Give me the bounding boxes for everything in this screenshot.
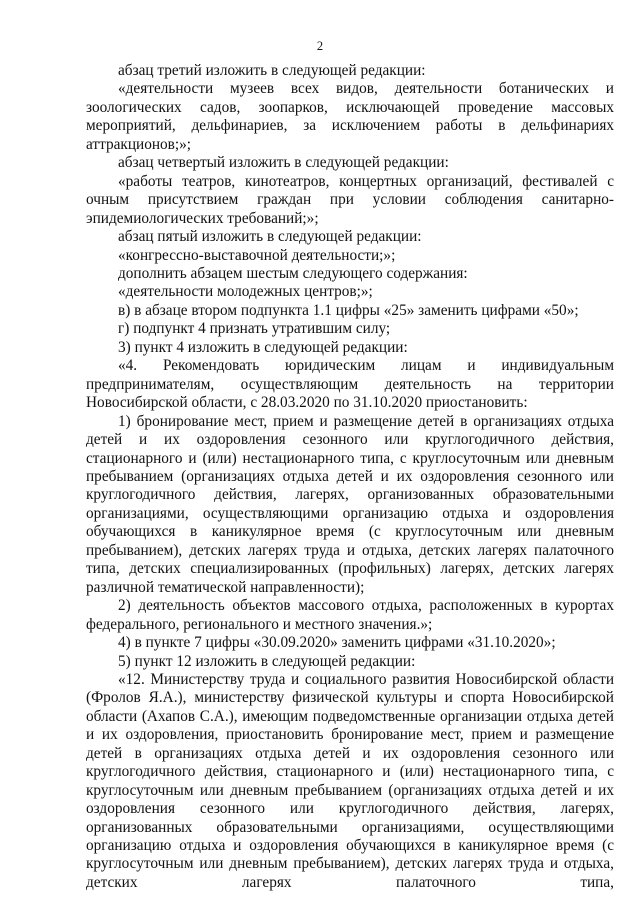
paragraph: «деятельности музеев всех видов, деятельности ботанических и зоологических садов, зоопарков, исключающей проведение массовых мероприятий, дельфинариев, за исключением работы в дельфинариях аттракционов;»; [86,80,614,153]
page-number: 2 [316,39,324,53]
paragraph: абзац четвертый изложить в следующей редакции: [118,154,449,172]
paragraph: 2) деятельность объектов массового отдыха, расположенных в курортах федерального, регионального и местного значения.»; [86,597,614,633]
paragraph: в) в абзаце втором подпункта 1.1 цифры «25» заменить цифрами «50»; [118,301,579,319]
paragraph: 1) бронирование мест, прием и размещение детей в организациях отдыха детей и их оздоровления сезонного или круглогодичного действия, стационарного и (или) нестационарного типа, с круглосуточным или дневным пребыванием (организациях отдыха детей и их оздоровления сезонного или круглогодичного действия, лагерях, организованных образовательными организациями, осуществляющими организацию отдыха и оздоровления обучающихся в каникулярное время (с круглосуточным или дневным пребыванием), детских лагерях труда и отдыха, детских лагерях палаточного типа, детских специализированных (профильных) лагерях, детских лагерях различной тематической направленности); [86,412,614,596]
paragraph: 4) в пункте 7 цифры «30.09.2020» заменить цифрами «31.10.2020»; [118,634,556,652]
document-body [86,62,614,892]
paragraph: абзац пятый изложить в следующей редакции: [118,228,422,246]
paragraph: «конгрессно-выставочной деятельности;»; [118,246,396,264]
paragraph: «4. Рекомендовать юридическим лицам и индивидуальным предпринимателям, осуществляющим деятельность на территории Новосибирской области, с 28.03.2020 по 31.10.2020 приостановить: [86,357,614,412]
paragraph: 5) пункт 12 изложить в следующей редакции: [118,652,416,670]
paragraph: «12. Министерству труда и социального развития Новосибирской области (Фролов Я.А.), министерству физической культуры и спорта Новосибирской области (Ахапов С.А.), имеющим подведомственные организации отдыха детей и их оздоровления, приостановить бронирование мест, прием и размещение детей в организациях отдыха детей и их оздоровления сезонного или круглогодичного действия, стационарного и (или) нестационарного типа, с круглосуточным или дневным пребыванием (организациях отдыха детей и их оздоровления сезонного или круглогодичного действия, лагерях, организованных образовательными организациями, осуществляющими организацию отдыха и оздоровления обучающихся в каникулярное время (с круглосуточным или дневным пребыванием), детских лагерях труда и отдыха, детских лагерях палаточного типа, [86,670,614,891]
paragraph: г) подпункт 4 признать утратившим силу; [118,320,391,338]
paragraph: «работы театров, кинотеатров, концертных организаций, фестивалей с очным присутствием граждан при условии соблюдения санитарно-эпидемиологических требований;»; [86,172,614,227]
paragraph: дополнить абзацем шестым следующего содержания: [118,264,468,282]
paragraph: 3) пункт 4 изложить в следующей редакции: [118,338,408,356]
paragraph: абзац третий изложить в следующей редакции: [118,62,426,79]
paragraph: «деятельности молодежных центров;»; [118,283,373,301]
